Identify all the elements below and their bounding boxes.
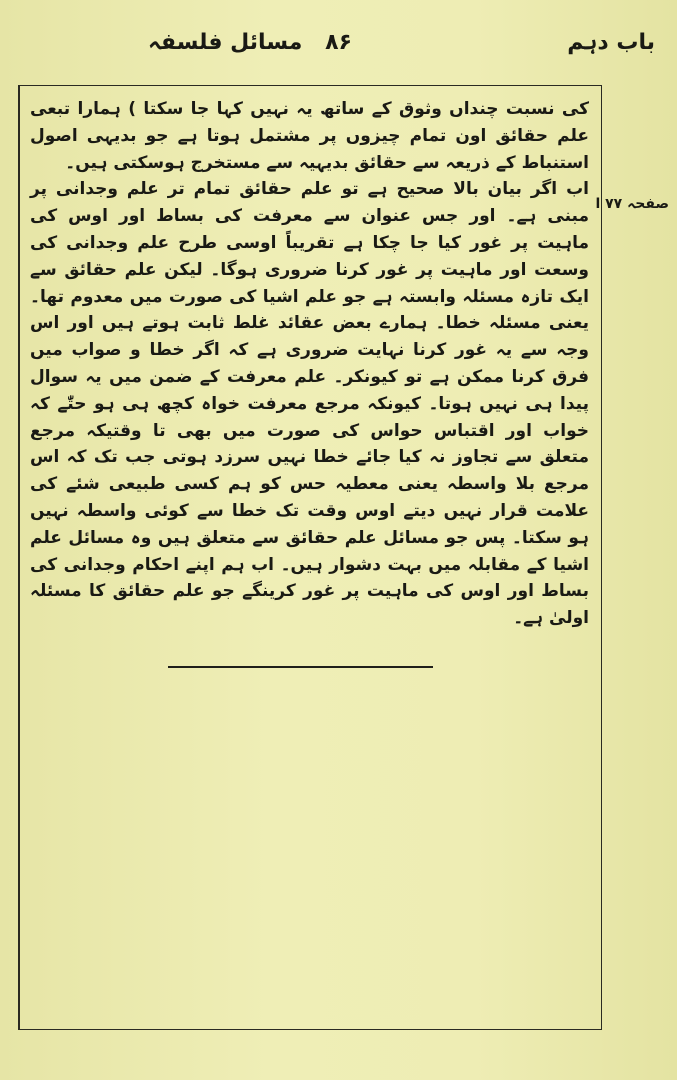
paragraph: کی نسبت چنداں وثوق کے ساتھ یہ نہیں کہا جا سکتا ) ہمارا تبعی علم حقائق اون تمام چیزوں پر مشتمل ہوتا ہے جو بدیہی اصول استنباط کے ذریعہ سے حقائق بدیہیہ سے مستخرج ہوسکتی ہیں۔ [30,99,589,173]
body-text [30,96,589,632]
book-title: مسائل فلسفہ [148,30,303,55]
chapter-heading: باب دہم [567,30,655,55]
text-frame [18,85,602,1030]
page-header [0,30,677,70]
page-number: ۸۶ [325,30,352,55]
section-divider [168,666,433,668]
margin-note: صفحہ ۷۷ ا [595,196,669,212]
paragraph: اب اگر بیان بالا صحیح ہے تو علم حقائق تمام تر علم وجدانی پر مبنی ہے۔ اور جس عنوان سے معرفت کی بساط اور اوس کی ماہیت پر غور کیا جا چکا ہے تقریباً اوسی طرح علم وجدانی کی وسعت اور ماہیت پر غور کرنا ضروری ہوگا۔ لیکن علم حقائق سے ایک تازہ مسئلہ وابستہ ہے جو علم اشیا کی صورت میں معدوم تھا۔ یعنی مسئلہ خطا۔ ہمارے بعض عقائد غلط ثابت ہوتے ہیں اور اس وجہ سے یہ غور کرنا نہایت ضروری ہے کہ اگر خطا و صواب میں فرق کرنا ممکن ہے تو کیونکر۔ علم معرفت کے ضمن میں یہ سوال پیدا ہی نہیں ہوتا۔ کیونکہ مرجع معرفت خواہ کچھ ہی ہو حتّٰے کہ خواب اور اقتباس حواس کی صورت میں بھی تا وقتیکہ مرجع متعلق سے تجاوز نہ کیا جائے خطا نہیں سرزد ہوتی جب تک کہ اس مرجع بلا واسطہ یعنی معطیہ حس کو ہم کسی طبیعی شئے کی علامت قرار نہیں دیتے اوس وقت تک خطا سے کوئی واسطہ نہیں ہو سکتا۔ پس جو مسائل علم حقائق سے متعلق ہیں وہ مسائل علم اشیا کے مقابلہ میں بہت دشوار ہیں۔ اب ہم اپنے احکام وجدانی کی بساط اور اوس کی ماہیت پر غور کرینگے جو علم حقائق کا مسئلہ اولیٰ ہے۔ [30,179,589,629]
